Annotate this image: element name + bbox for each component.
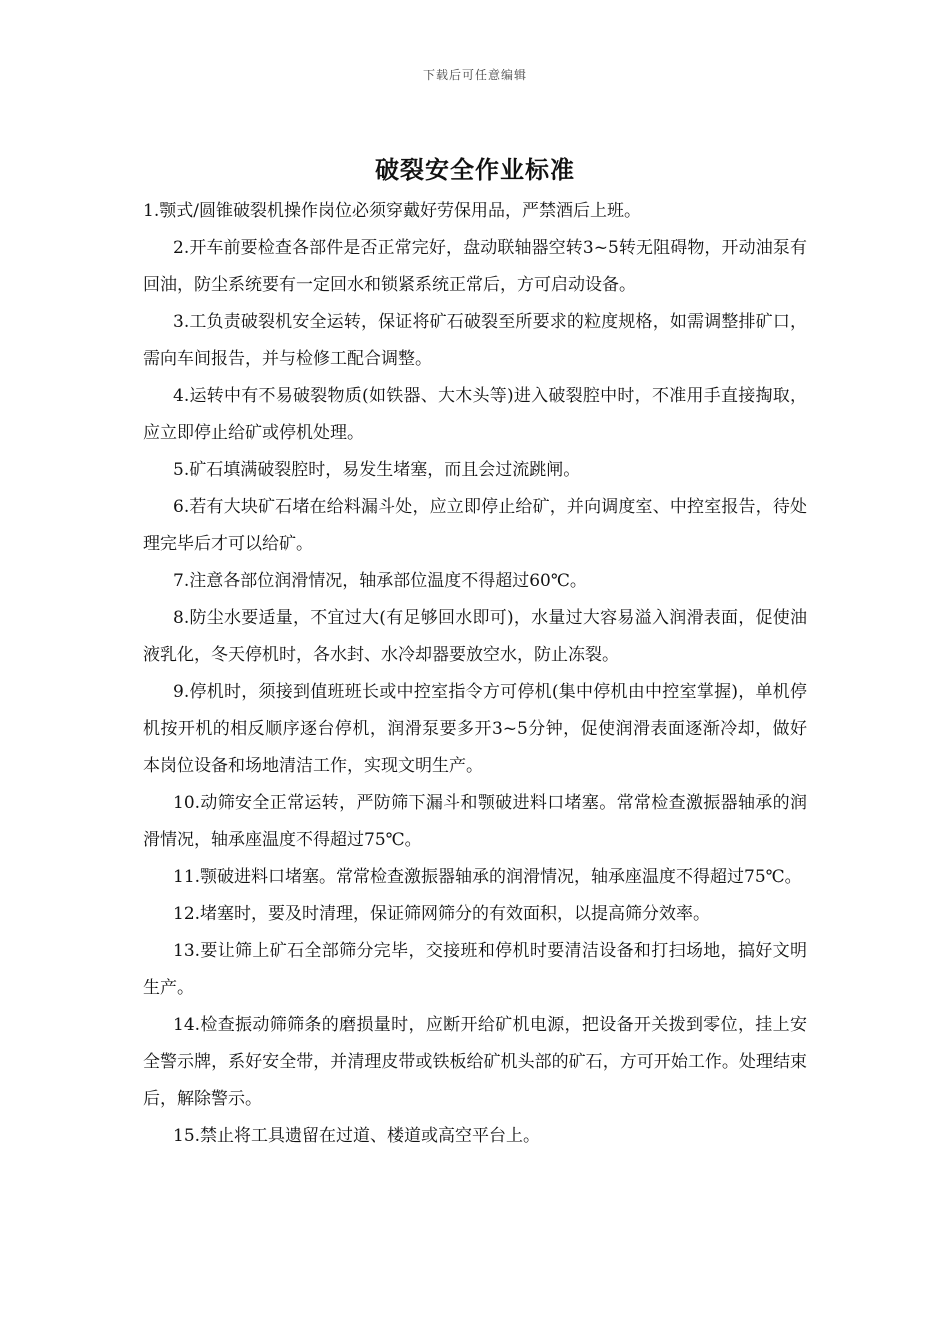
paragraph-2: 2.开车前要检查各部件是否正常完好，盘动联轴器空转3~5转无阻碍物，开动油泵有回油，防尘系统要有一定回水和锁紧系统正常后，方可启动设备。 bbox=[143, 238, 807, 295]
paragraph-13: 13.要让筛上矿石全部筛分完毕，交接班和停机时要清洁设备和打扫场地，搞好文明生产。 bbox=[143, 941, 807, 998]
paragraph-1: 1.颚式/圆锥破裂机操作岗位必须穿戴好劳保用品，严禁酒后上班。 bbox=[143, 201, 641, 221]
paragraph-9: 9.停机时，须接到值班班长或中控室指令方可停机(集中停机由中控室掌握)，单机停机按开机的相反顺序逐台停机，润滑泵要多开3~5分钟，促使润滑表面逐渐冷却，做好本岗位设备和场地清洁工作，实现文明生产。 bbox=[143, 682, 807, 776]
paragraph-10: 10.动筛安全正常运转，严防筛下漏斗和颚破进料口堵塞。常常检查激振器轴承的润滑情况，轴承座温度不得超过75℃。 bbox=[143, 793, 807, 850]
paragraph-12: 12.堵塞时，要及时清理，保证筛网筛分的有效面积，以提高筛分效率。 bbox=[173, 904, 711, 924]
document-body bbox=[143, 193, 807, 1155]
paragraph-5: 5.矿石填满破裂腔时，易发生堵塞，而且会过流跳闸。 bbox=[173, 460, 581, 480]
document-title: 破裂安全作业标准 bbox=[375, 155, 575, 184]
paragraph-7: 7.注意各部位润滑情况，轴承部位温度不得超过60℃。 bbox=[173, 571, 587, 591]
paragraph-3: 3.工负责破裂机安全运转，保证将矿石破裂至所要求的粒度规格，如需调整排矿口，需向车间报告，并与检修工配合调整。 bbox=[143, 312, 807, 369]
page-header-note: 下载后可任意编辑 bbox=[422, 68, 527, 82]
paragraph-8: 8.防尘水要适量，不宜过大(有足够回水即可)，水量过大容易溢入润滑表面，促使油液乳化，冬天停机时，各水封、水冷却器要放空水，防止冻裂。 bbox=[143, 608, 807, 665]
paragraph-11: 11.颚破进料口堵塞。常常检查激振器轴承的润滑情况，轴承座温度不得超过75℃。 bbox=[173, 867, 802, 887]
paragraph-6: 6.若有大块矿石堵在给料漏斗处，应立即停止给矿，并向调度室、中控室报告，待处理完毕后才可以给矿。 bbox=[143, 497, 807, 554]
paragraph-4: 4.运转中有不易破裂物质(如铁器、大木头等)进入破裂腔中时，不准用手直接掏取，应立即停止给矿或停机处理。 bbox=[143, 386, 807, 443]
paragraph-14: 14.检查振动筛筛条的磨损量时，应断开给矿机电源，把设备开关拨到零位，挂上安全警示牌，系好安全带，并清理皮带或铁板给矿机头部的矿石，方可开始工作。处理结束后，解除警示。 bbox=[143, 1015, 807, 1109]
paragraph-15: 15.禁止将工具遗留在过道、楼道或高空平台上。 bbox=[173, 1126, 541, 1146]
